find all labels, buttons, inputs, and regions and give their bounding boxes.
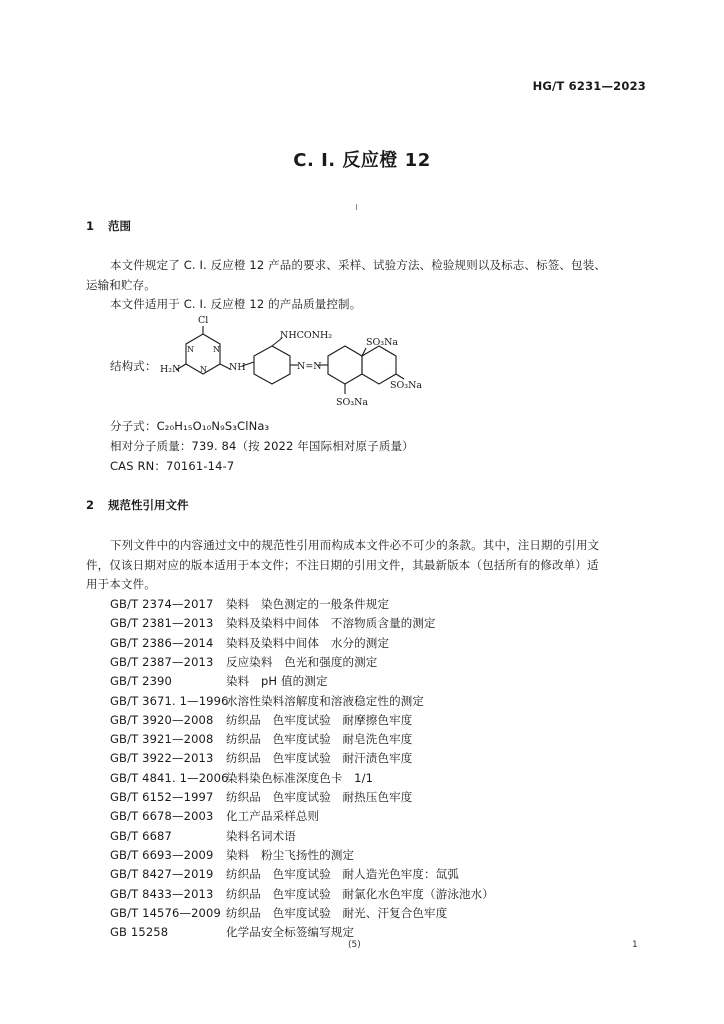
references-intro-line-3: 用于本文件。 xyxy=(86,577,156,591)
reference-title: 化学品安全标签编写规定 xyxy=(226,925,355,940)
nh-label: NH xyxy=(229,362,246,373)
chlorine-label: Cl xyxy=(198,315,209,326)
azo-label: N=N xyxy=(297,361,322,372)
references-intro-line-1: 下列文件中的内容通过文中的规范性引用而构成本文件必不可少的条款。其中，注日期的引用文 xyxy=(110,538,600,552)
naphthalene-ring-right xyxy=(362,346,396,384)
sulfonate-bond-right xyxy=(396,374,404,379)
so3na-right-label: SO₃Na xyxy=(390,380,423,391)
reference-item xyxy=(110,654,377,670)
cas-number: CAS RN：70161-14-7 xyxy=(110,459,235,473)
triazine-n-left: N xyxy=(187,345,194,354)
so3na-bottom-label: SO₃Na xyxy=(336,397,369,408)
reference-item xyxy=(110,905,447,921)
h2n-label: H₂N xyxy=(160,364,181,375)
references-intro-line-2: 件，仅该日期对应的版本适用于本文件；不注日期的引用文件，其最新版本（包括所有的修改单）适 xyxy=(86,558,599,572)
reference-item xyxy=(110,847,354,863)
reference-item xyxy=(110,866,459,882)
section-2-number: 2 xyxy=(86,498,95,512)
reference-title: 纺织品 色牢度试验 耐人造光色牢度：氙弧 xyxy=(226,867,459,882)
reference-title: 水溶性染料溶解度和溶液稳定性的测定 xyxy=(226,693,425,708)
reference-code: GB/T 8427—2019 xyxy=(110,867,214,882)
section-2-heading xyxy=(86,497,189,513)
reference-title: 染料 pH 值的测定 xyxy=(226,674,328,689)
reference-item xyxy=(110,770,373,786)
reference-item xyxy=(110,635,389,651)
reference-item xyxy=(110,808,319,824)
reference-title: 纺织品 色牢度试验 耐汗渍色牢度 xyxy=(226,751,413,766)
reference-item xyxy=(110,712,412,728)
reference-title: 染料及染料中间体 水分的测定 xyxy=(226,635,390,650)
reference-item xyxy=(110,828,296,844)
section-1-title: 范围 xyxy=(108,219,131,233)
reference-title: 化工产品采样总则 xyxy=(226,809,320,824)
reference-item xyxy=(110,750,412,766)
reference-item xyxy=(110,924,354,940)
page-number: 1 xyxy=(632,940,638,950)
section-2-title: 规范性引用文件 xyxy=(108,498,189,512)
reference-item xyxy=(110,886,494,902)
reference-code: GB/T 3921—2008 xyxy=(110,732,214,747)
reference-code: GB/T 14576—2009 xyxy=(110,905,221,920)
document-title: C. I. 反应橙 12 xyxy=(293,150,431,171)
footer-mark: (5) xyxy=(348,940,361,950)
reference-code: GB/T 6693—2009 xyxy=(110,847,214,862)
section-1-number: 1 xyxy=(86,219,95,233)
standard-number: HG/T 6231—2023 xyxy=(532,79,646,93)
reference-title: 纺织品 色牢度试验 耐摩擦色牢度 xyxy=(226,712,413,727)
reference-code: GB/T 2381—2013 xyxy=(110,616,214,631)
reference-code: GB/T 3671. 1—1996 xyxy=(110,693,229,708)
reference-code: GB/T 2374—2017 xyxy=(110,597,214,611)
benzene-ring xyxy=(254,346,290,384)
reference-code: GB/T 8433—2013 xyxy=(110,886,214,901)
reference-code: GB/T 3922—2013 xyxy=(110,751,214,766)
so3na-top-label: SO₃Na xyxy=(366,337,399,348)
reference-title: 染料名词术语 xyxy=(226,828,296,843)
reference-code: GB/T 3920—2008 xyxy=(110,712,214,727)
molecular-mass: 相对分子质量：739. 84（按 2022 年国际相对原子质量） xyxy=(110,439,414,453)
scope-paragraph-line-1: 本文件规定了 C. I. 反应橙 12 产品的要求、采样、试验方法、检验规则以及标志、标签、包装、 xyxy=(110,258,606,272)
reference-title: 染料 染色测定的一般条件规定 xyxy=(226,597,390,611)
reference-title: 染料及染料中间体 不溶物质含量的测定 xyxy=(226,616,436,631)
reference-code: GB/T 2387—2013 xyxy=(110,654,214,669)
reference-item xyxy=(110,693,424,709)
reference-code: GB 15258 xyxy=(110,925,169,940)
reference-item xyxy=(110,731,412,747)
reference-code: GB/T 6687 xyxy=(110,828,172,843)
reference-title: 纺织品 色牢度试验 耐光、汗复合色牢度 xyxy=(226,905,448,920)
reference-title: 纺织品 色牢度试验 耐热压色牢度 xyxy=(226,790,413,804)
reference-item xyxy=(110,615,436,631)
triazine-n-right: N xyxy=(213,345,220,354)
reference-title: 染料 粉尘飞扬性的测定 xyxy=(226,847,355,862)
reference-item xyxy=(110,673,328,689)
triazine-n-bottom: N xyxy=(200,365,207,374)
reference-code: GB/T 4841. 1—2006 xyxy=(110,770,229,785)
reference-code: GB/T 6152—1997 xyxy=(110,790,214,804)
reference-item xyxy=(110,596,389,612)
reference-title: 纺织品 色牢度试验 耐皂洗色牢度 xyxy=(226,732,413,747)
reference-code: GB/T 6678—2003 xyxy=(110,809,214,824)
scope-paragraph-2: 本文件适用于 C. I. 反应橙 12 的产品质量控制。 xyxy=(110,297,362,311)
reference-title: 反应染料 色光和强度的测定 xyxy=(226,654,378,669)
reference-title: 纺织品 色牢度试验 耐氯化水色牢度（游泳池水） xyxy=(226,886,494,901)
reference-title: 染料染色标准深度色卡 1/1 xyxy=(226,770,374,785)
reference-code: GB/T 2386—2014 xyxy=(110,635,214,650)
reference-item xyxy=(110,789,412,805)
reference-code: GB/T 2390 xyxy=(110,674,172,689)
molecular-formula: 分子式：C₂₀H₁₅O₁₀N₉S₃ClNa₃ xyxy=(110,419,270,433)
naphthalene-ring-left xyxy=(328,346,362,384)
nhconh2-label: NHCONH₂ xyxy=(280,330,333,341)
scope-paragraph-line-2: 运输和贮存。 xyxy=(86,278,156,292)
structure-label: 结构式： xyxy=(110,359,157,373)
